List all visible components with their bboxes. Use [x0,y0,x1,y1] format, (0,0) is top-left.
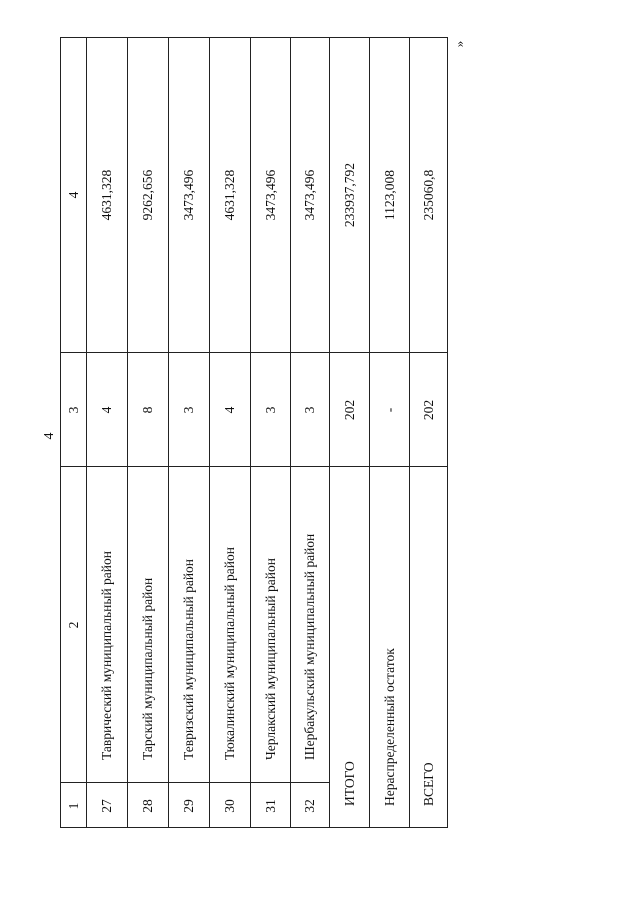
header-row [60,37,86,828]
header-col-4: 4 [61,37,86,352]
amount-cell: 3473,496 [251,37,290,352]
name-cell: Тюкалинский муниципальный район [210,466,250,782]
number-cell: 27 [87,782,127,828]
unallocated-row [369,37,409,828]
table-row [168,37,209,828]
grand-total-row [409,37,448,828]
number-cell: 30 [210,782,250,828]
number-cell: 32 [291,782,329,828]
total-label-cell: ИТОГО [330,466,369,828]
table-row [86,37,127,828]
rotated-table [60,37,448,828]
count-cell: 3 [169,352,209,466]
table-row [290,37,329,828]
table-row [127,37,168,828]
count-cell: 4 [87,352,127,466]
count-cell: 3 [291,352,329,466]
name-cell: Тарский муниципальный район [128,466,168,782]
count-cell: 202 [330,352,369,466]
name-cell: Тевризский муниципальный район [169,466,209,782]
table-row [250,37,290,828]
amount-cell: 3473,496 [169,37,209,352]
grand-total-label-cell: ВСЕГО [410,466,448,828]
header-col-2: 2 [61,466,86,782]
header-col-1: 1 [61,782,86,828]
amount-cell: 9262,656 [128,37,168,352]
total-row [329,37,369,828]
amount-cell: 4631,328 [210,37,250,352]
number-cell: 29 [169,782,209,828]
count-cell: 202 [410,352,448,466]
count-cell: 8 [128,352,168,466]
closing-quote: » [451,40,467,48]
table-row [209,37,250,828]
number-cell: 28 [128,782,168,828]
header-col-3: 3 [61,352,86,466]
name-cell: Таврический муниципальный район [87,466,127,782]
amount-cell: 1123,008 [370,37,409,352]
amount-cell: 235060,8 [410,37,448,352]
amount-cell: 233937,792 [330,37,369,352]
number-cell: 31 [251,782,290,828]
count-cell: 4 [210,352,250,466]
count-cell: 3 [251,352,290,466]
amount-cell: 3473,496 [291,37,329,352]
page-number: 4 [42,432,57,440]
amount-cell: 4631,328 [87,37,127,352]
name-cell: Черлакский муниципальный район [251,466,290,782]
unallocated-label-cell: Нераспределенный остаток [370,466,409,828]
count-cell: - [370,352,409,466]
name-cell: Шербакульский муниципальный район [291,466,329,782]
